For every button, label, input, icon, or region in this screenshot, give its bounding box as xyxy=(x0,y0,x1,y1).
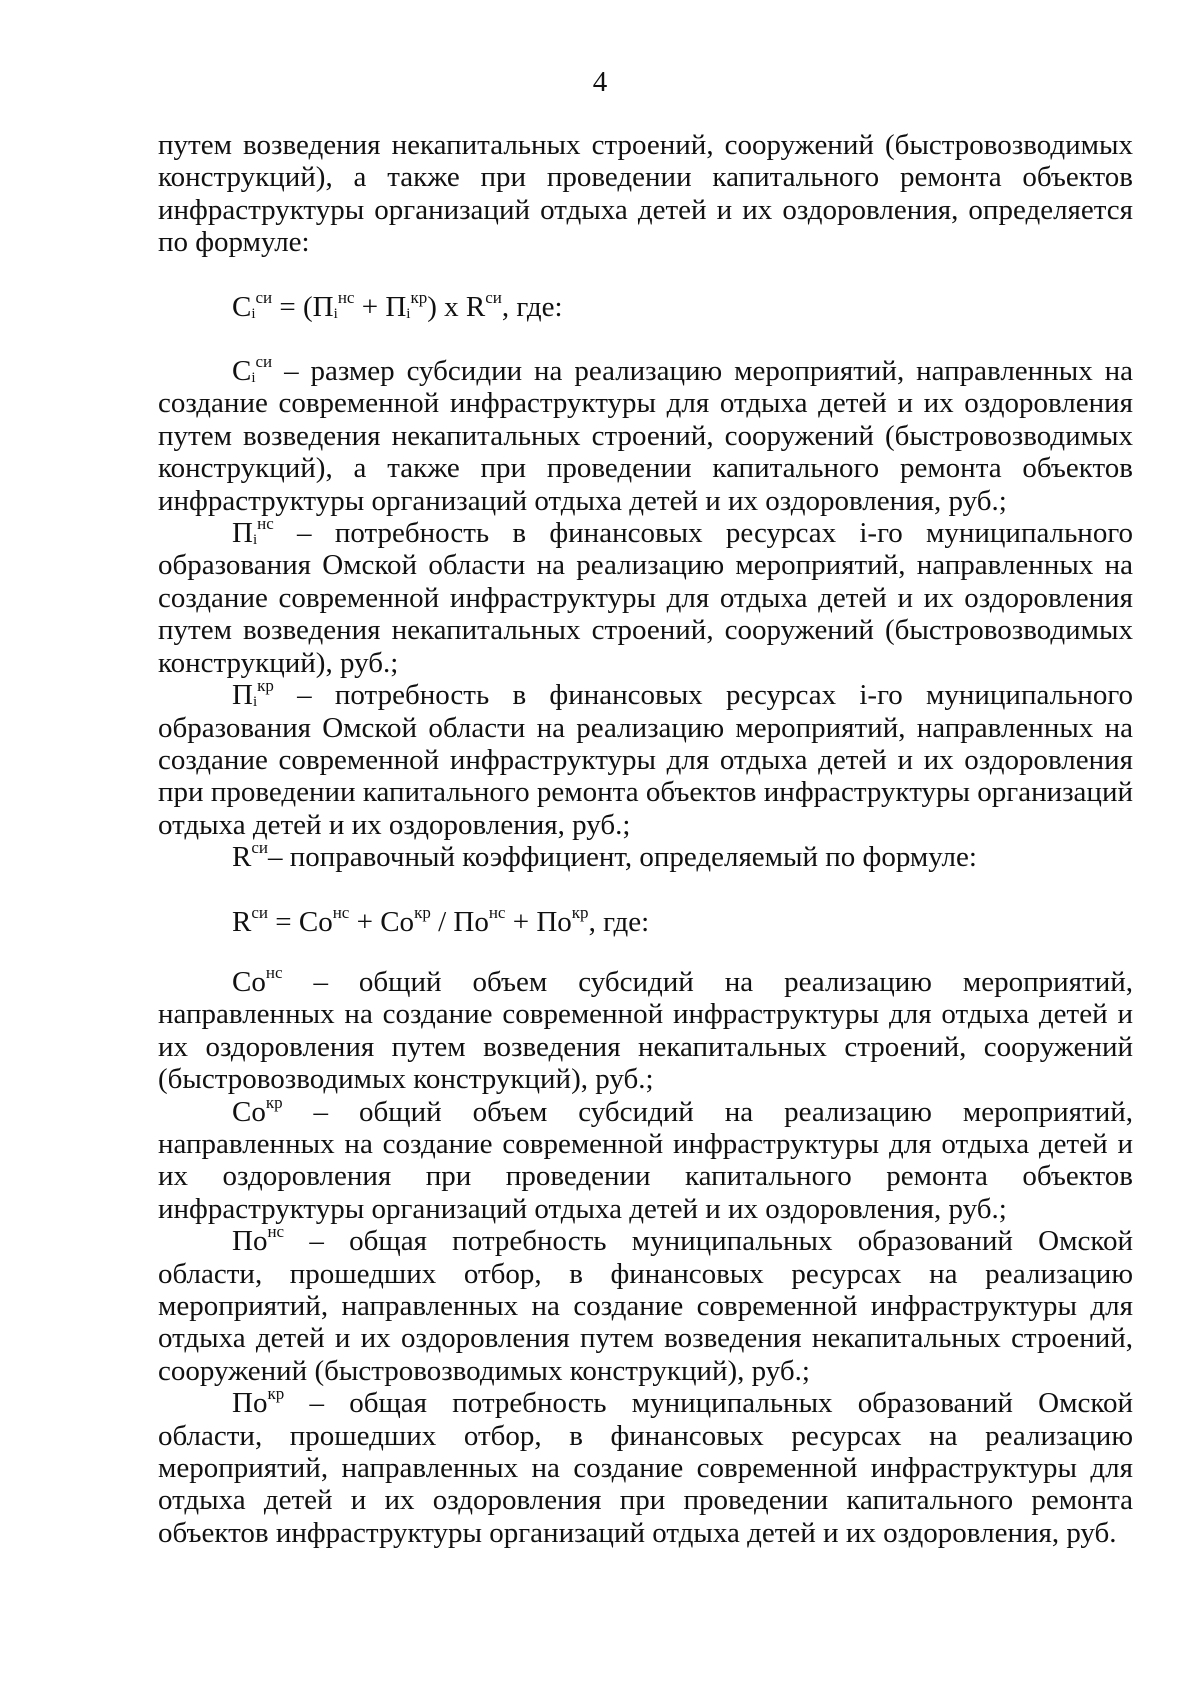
definition-c-si: $С_i^{си}$ – размер субсидии на реализацию мероприятий, направленных на создание современной инфраструктуры для отдыха детей и их оздоровления путем возведения некапитальных строений, сооружений (быстровозводимых конструкций), а также при проведении капитального ремонта объектов инфраструктуры организаций отдыха детей и их оздоровления, руб.; xyxy=(158,352,1133,517)
definition-po-ns: $По^{нс}$ – общая потребность муниципальных образований Омской области, прошедших отбор, в финансовых ресурсах на реализацию мероприятий, направленных на создание современной инфраструктуры для отдыха детей и их оздоровления путем возведения некапитальных строений, сооружений (быстровозводимых конструкций), руб.; xyxy=(158,1222,1133,1387)
spacer xyxy=(158,259,1133,291)
definition-p-kr: $П_i^{кр}$ – потребность в финансовых ресурсах i-го муниципального образования Омской области на реализацию мероприятий, направленных на создание современной инфраструктуры для отдыха детей и их оздоровления при проведении капитального ремонта объектов инфраструктуры организаций отдыха детей и их оздоровления, руб.; xyxy=(158,676,1133,841)
spacer xyxy=(158,938,1133,966)
spacer xyxy=(158,874,1133,906)
page-number: 4 xyxy=(592,66,608,98)
document-body xyxy=(158,129,1133,1549)
intro-paragraph: путем возведения некапитальных строений, сооружений (быстровозводимых конструкций), а также при проведении капитального ремонта объектов инфраструктуры организаций отдыха детей и их оздоровления, определяется по формуле: xyxy=(158,129,1133,259)
spacer xyxy=(158,323,1133,355)
definition-so-ns: $Со^{нс}$ – общий объем субсидий на реализацию мероприятий, направленных на создание современной инфраструктуры для отдыха детей и их оздоровления путем возведения некапитальных строений, сооружений (быстровозводимых конструкций), руб.; xyxy=(158,962,1133,1096)
formula-coefficient: $R^{си} = Со^{нс} + Со^{кр} / По^{нс} + По^{кр}$, где: xyxy=(232,902,650,938)
definition-po-kr: $По^{кр}$ – общая потребность муниципальных образований Омской области, прошедших отбор, в финансовых ресурсах на реализацию мероприятий, направленных на создание современной инфраструктуры для отдыха детей и их оздоровления при проведении капитального ремонта объектов инфраструктуры организаций отдыха детей и их оздоровления, руб. xyxy=(158,1384,1133,1549)
formula-subsidy: $С_i^{си} = (П_i^{нс} + П_i^{кр})$ х $R^{си}$, где: xyxy=(232,287,563,323)
definition-p-ns: $П_i^{нс}$ – потребность в финансовых ресурсах i-го муниципального образования Омской области на реализацию мероприятий, направленных на создание современной инфраструктуры для отдыха детей и их оздоровления путем возведения некапитальных строений, сооружений (быстровозводимых конструкций), руб.; xyxy=(158,514,1133,679)
definition-r-si: $R^{си}-$ поправочный коэффициент, определяемый по формуле: xyxy=(232,838,977,874)
definition-so-kr: $Со^{кр}$ – общий объем субсидий на реализацию мероприятий, направленных на создание современной инфраструктуры для отдыха детей и их оздоровления при проведении капитального ремонта объектов инфраструктуры организаций отдыха детей и их оздоровления, руб.; xyxy=(158,1092,1133,1225)
